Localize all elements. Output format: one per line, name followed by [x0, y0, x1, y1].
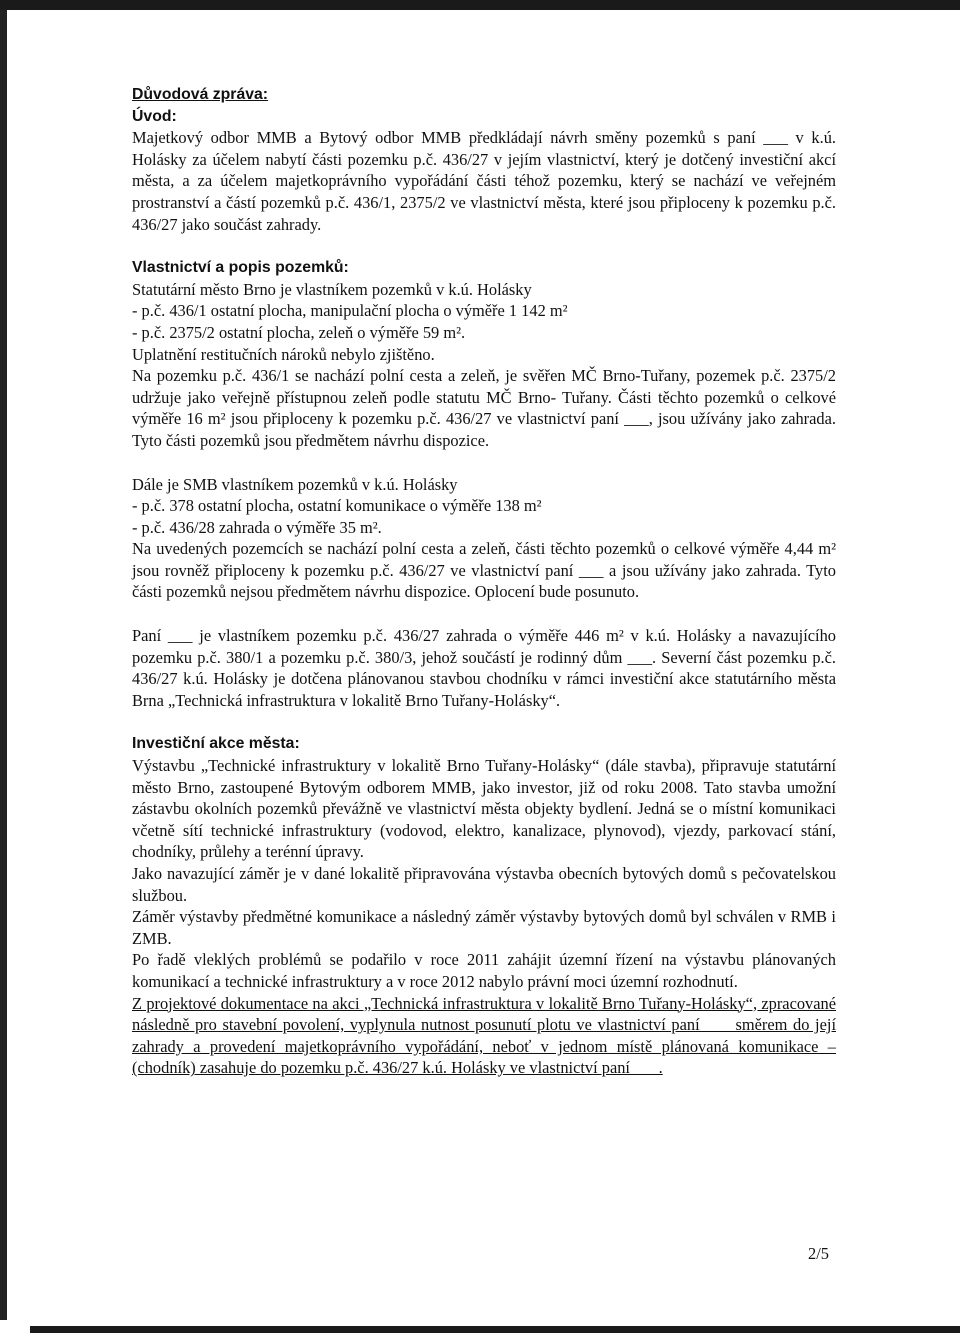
document-title: Důvodová zpráva: [132, 86, 269, 103]
ownership-owner-line: Statutární město Brno je vlastníkem pozemků v k.ú. Holásky [132, 279, 532, 299]
investment-paragraph-2: Jako navazující záměr je v dané lokalitě připravována výstavba obecních bytových domů s pečovatelskou službou. [132, 864, 836, 905]
owner-paragraph: Paní ___ je vlastníkem pozemku p.č. 436/27 zahrada o výměře 446 m² v k.ú. Holásky a navazujícího pozemku p.č. 380/1 a pozemku p.č. 380/3, jehož součástí je rodinný dům ___. Severní část pozemku p.č. 436/27 k.ú. Holásky je dotčena plánovanou stavbou chodníku v rámci investiční akce statutárního města Brna „Technická infrastruktura v lokalitě Brno Tuřany-Holásky“. [132, 626, 836, 710]
scan-edge-left [0, 10, 7, 1320]
smb-paragraph: Na uvedených pozemcích se nachází polní cesta a zeleň, části těchto pozemků o celkové výměře 4,44 m² jsou rovněž připloceny k pozemku p.č. 436/27 ve vlastnictví paní ___ a jsou užívány jako zahrada. Tyto části pozemků nejsou předmětem návrhu dispozice. Oplocení bude posunuto. [132, 539, 836, 602]
intro-paragraph: Majetkový odbor MMB a Bytový odbor MMB předkládají návrh směny pozemků s paní ___ v k.ú. Holásky za účelem nabytí části pozemku p.č. 436/27 v jejím vlastnictví, který je dotčený investiční akcí města, a za účelem majetkoprávního vypořádání části téhož pozemku, který se nachází ve veřejném prostranství a částí pozemků p.č. 436/1, 2375/2 ve vlastnictví města, které jsou připloceny k pozemku p.č. 436/27 jako součást zahrady. [132, 128, 836, 234]
investment-paragraph-3: Záměr výstavby předmětné komunikace a následný záměr výstavby bytových domů byl schválen v RMB i ZMB. [132, 907, 836, 948]
investment-paragraph-1: Výstavbu „Technické infrastruktury v lokalitě Brno Tuřany-Holásky“ (dále stavba), připravuje statutární město Brno, zastoupené Bytovým odborem MMB, jako investor, již od roku 2008. Tato stavba umožní zástavbu okolních pozemků převážně ve vlastnictví města objekty bydlení. Jedná se o místní komunikaci včetně sítí technické infrastruktury (vodovod, elektro, kanalizace, plynovod), vjezdy, parkovací stání, chodníky, průlehy a terénní úpravy. [132, 756, 836, 862]
investment-paragraph-5: Z projektové dokumentace na akci „Technická infrastruktura v lokalitě Brno Tuřany-Holásky“, zpracované následně pro stavební povolení, vyplynula nutnost posunutí plotu ve vlastnictví paní ___ směrem do její zahrady a provedení majetkoprávního vypořádání, neboť v jednom místě plánovaná komunikace – (chodník) zasahuje do pozemku p.č. 436/27 k.ú. Holásky ve vlastnictví paní ___. [132, 993, 836, 1078]
investment-heading: Investiční akce města: [132, 735, 300, 753]
ownership-heading: Vlastnictví a popis pozemků: [132, 259, 349, 277]
scan-edge-bottom [30, 1326, 960, 1333]
list-item: - p.č. 2375/2 ostatní plocha, zeleň o výměře 59 m². [132, 322, 466, 342]
list-item: - p.č. 436/1 ostatní plocha, manipulační plocha o výměře 1 142 m² [132, 301, 568, 321]
ownership-parcel-list [132, 300, 836, 343]
document-page [132, 84, 836, 1079]
restitution-note: Uplatnění restitučních nároků nebylo zjištěno. [132, 344, 435, 364]
smb-parcel-list [132, 495, 836, 538]
smb-owner-line: Dále je SMB vlastníkem pozemků v k.ú. Holásky [132, 474, 458, 494]
page-number: 2/5 [808, 1244, 829, 1263]
list-item: - p.č. 436/28 zahrada o výměře 35 m². [132, 517, 382, 537]
list-item: - p.č. 378 ostatní plocha, ostatní komunikace o výměře 138 m² [132, 496, 542, 516]
intro-heading: Úvod: [132, 107, 177, 125]
scan-edge-top [0, 0, 960, 10]
ownership-paragraph: Na pozemku p.č. 436/1 se nachází polní cesta a zeleň, je svěřen MČ Brno-Tuřany, pozemek p.č. 2375/2 udržuje jako veřejně přístupnou zeleň podle statutu MČ Brno- Tuřany. Části těchto pozemků o celkové výměře 16 m² jsou připloceny k pozemku p.č. 436/27 ve vlastnictví paní ___, jsou užívány jako zahrada. Tyto části pozemků jsou předmětem návrhu dispozice. [132, 366, 836, 450]
investment-paragraph-4: Po řadě vleklých problémů se podařilo v roce 2011 zahájit územní řízení na výstavbu plánovaných komunikací a technické infrastruktury a v roce 2012 nabylo právní moci územní rozhodnutí. [132, 950, 836, 991]
